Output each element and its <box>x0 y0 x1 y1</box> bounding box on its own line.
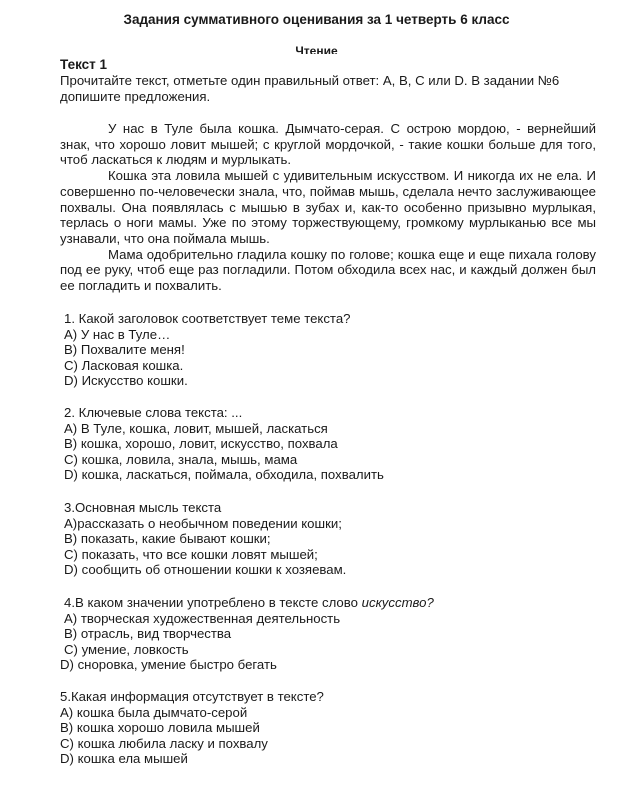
paragraph: Кошка эта ловила мышей с удивительным искусством. И никогда их не ела. И совершенно по-человечески знала, что, поймав мышь, сделала нечто заслуживающее похвалы. Она появлялась с мышью в зубах и, как-то особенно призывно мурлыкая, терлась о ноги мамы. Уже по этому торжествующему, громкому мурлыканью все мы узнавали, что она поймала мышь. <box>60 168 596 246</box>
answer-option: В) Похвалите меня! <box>64 342 185 358</box>
answer-option: D) сообщить об отношении кошки к хозяевам. <box>64 562 347 578</box>
question-text: 2. Ключевые слова текста: ... <box>64 405 243 420</box>
answer-option: В) кошка хорошо ловила мышей <box>60 720 260 736</box>
answer-option: С) показать, что все кошки ловят мышей; <box>64 546 318 562</box>
answer-option: D) кошка, ласкаться, поймала, обходила, похвалить <box>64 467 384 483</box>
answer-option: С) кошка, ловила, знала, мышь, мама <box>64 451 298 467</box>
answer-option: С) кошка любила ласку и похвалу <box>60 735 268 751</box>
answer-option: С) Ласковая кошка. <box>64 357 184 373</box>
answer-option: В) показать, какие бывают кошки; <box>64 531 271 547</box>
answer-option: А) У нас в Туле… <box>64 326 171 342</box>
document-title: Задания суммативного оценивания за 1 четверть 6 класс <box>123 12 510 27</box>
paragraph: У нас в Туле была кошка. Дымчато-серая. С острою мордою, - вернейший знак, что хорошо ловит мышей; с круглой мордочкой, - такие кошки больше для того, чтоб ласкаться к людям и мурлыкать. <box>60 121 596 168</box>
text-label: Текст 1 <box>60 57 108 72</box>
paragraph: Мама одобрительно гладила кошку по голове; кошка еще и еще пихала голову под ее руку, чтоб еще раз погладили. Потом обходила всех нас, и каждый должен был ее погладить и похвалить. <box>60 246 596 294</box>
question-5 <box>60 689 580 767</box>
question-text: 1. Какой заголовок соответствует теме текста? <box>64 311 351 326</box>
answer-option: D) кошка ела мышей <box>60 751 188 767</box>
question-text <box>64 595 584 611</box>
answer-option: В) кошка, хорошо, ловит, искусство, похвала <box>64 436 338 452</box>
answer-option: С) умение, ловкость <box>64 641 189 657</box>
question-emphasis: искусство? <box>361 595 434 610</box>
question-text: 5.Какая информация отсутствует в тексте? <box>60 689 324 704</box>
reading-text <box>60 121 596 294</box>
question-text: 3.Основная мысль текста <box>64 500 222 515</box>
question-4 <box>60 595 584 673</box>
answer-option: А) кошка была дымчато-серой <box>60 704 248 720</box>
question-3 <box>64 500 584 578</box>
question-1 <box>64 311 584 389</box>
answer-option: А) творческая художественная деятельность <box>64 610 341 626</box>
answer-option: D) Искусство кошки. <box>64 373 188 389</box>
answer-option: А)рассказать о необычном поведении кошки; <box>64 515 342 531</box>
answer-option: В) отрасль, вид творчества <box>64 626 232 642</box>
question-text-main: 4.В каком значении употреблено в тексте слово <box>64 595 362 610</box>
answer-option: А) В Туле, кошка, ловит, мышей, ласкаться <box>64 420 328 436</box>
instruction: Прочитайте текст, отметьте один правильный ответ: A, B, C или D. В задании №6 допишите предложения. <box>60 73 560 104</box>
question-2 <box>64 405 584 483</box>
answer-option: D) сноровка, умение быстро бегать <box>60 657 277 673</box>
section-heading: Чтение <box>295 44 338 54</box>
